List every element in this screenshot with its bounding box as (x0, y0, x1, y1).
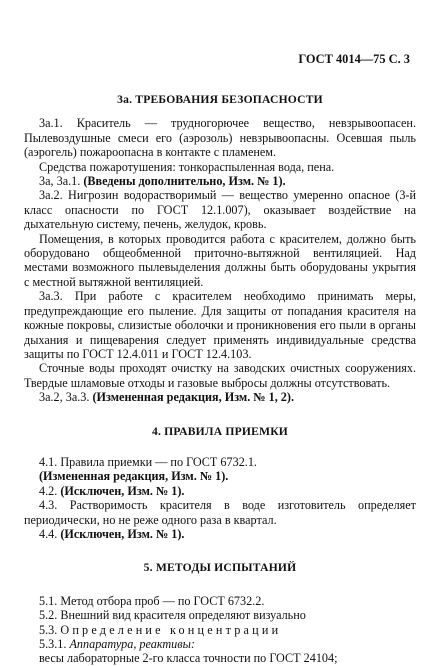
clause-ref: 5.3. (39, 622, 58, 637)
italic-subheading: Аппаратура, реактивы: (69, 637, 195, 651)
paragraph (24, 623, 416, 637)
amendment-note: (Введены дополнительно, Изм. № 1). (83, 174, 286, 189)
clause-ref: 5.3.1. (39, 637, 67, 651)
clause-ref: 3а.2, 3а.3. (39, 390, 90, 405)
clause-ref: 4.4. (39, 526, 58, 541)
paragraph: Помещения, в которых проводится работа с красителем, должно быть оборудовано общеобменной приточно-вытяжной вентиляцией. Над местами возможного пылевыделения должны быть оборудованы укрытия с местной вытяжной вентиляцией. (24, 231, 416, 289)
amendment-note: (Исключен, Изм. № 1). (60, 483, 185, 498)
paragraph (24, 174, 416, 188)
section-title-4: 4. ПРАВИЛА ПРИЕМКИ (151, 424, 289, 438)
paragraph: 5.1. Метод отбора проб — по ГОСТ 6732.2. (39, 593, 265, 608)
clause-ref: 4.2. (39, 483, 58, 498)
section-title-3a: 3а. ТРЕБОВАНИЯ БЕЗОПАСНОСТИ (117, 93, 323, 106)
clause-ref: 3а, 3а.1. (39, 174, 81, 189)
section-title-5: 5. МЕТОДЫ ИСПЫТАНИЙ (143, 561, 297, 575)
paragraph (24, 484, 416, 498)
paragraph: Сточные воды проходят очистку на заводских очистных сооружениях. Твердые шламовые отходы и газовые выбросы должны отсутствовать. (24, 361, 416, 390)
paragraph (24, 637, 416, 651)
paragraph: Средства пожаротушения: тонкораспыленная вода, пена. (39, 159, 335, 174)
paragraph: весы лабораторные 2-го класса точности по ГОСТ 24104; (39, 651, 338, 666)
paragraph: 3а.2. Нигрозин водорастворимый — вещество умеренно опасное (3-й класс опасности по ГОСТ 12.1.007), оказывает воздействие на дыхательную систему, печень, желудок, кровь. (24, 188, 416, 232)
paragraph (24, 527, 416, 541)
amendment-note: (Измененная редакция, Изм. № 1). (39, 469, 229, 484)
amendment-note: (Исключен, Изм. № 1). (60, 526, 185, 541)
paragraph: 4.1. Правила приемки — по ГОСТ 6732.1. (39, 454, 257, 469)
paragraph: 5.2. Внешний вид красителя определяют визуально (39, 608, 306, 623)
spaced-heading: Определение концентрации (60, 622, 282, 637)
paragraph: 3а.3. При работе с красителем необходимо принимать меры, предупреждающие его пыление. Для защиты от попадания красителя на кожные покровы, слизистые оболочки и проникновения его пыли в органы дыхания и пищеварения следует применять индивидуальные средства защиты по ГОСТ 12.4.011 и ГОСТ 12.4.103. (24, 289, 416, 361)
paragraph (24, 390, 416, 404)
paragraph: 4.3. Растворимость красителя в воде изготовитель определяет периодически, но не реже одного раза в квартал. (24, 498, 416, 527)
page-header: ГОСТ 4014—75 С. 3 (298, 52, 410, 66)
paragraph: 3а.1. Краситель — трудногорючее вещество, невзрывоопасен. Пылевоздушные смеси его (аэрозоль) невзрывоопасны. Осевшая пыль (аэрогель) пожароопасна в контакте с пламенем. (24, 116, 416, 160)
amendment-note: (Измененная редакция, Изм. № 1, 2). (92, 390, 294, 405)
document-body (24, 93, 416, 666)
